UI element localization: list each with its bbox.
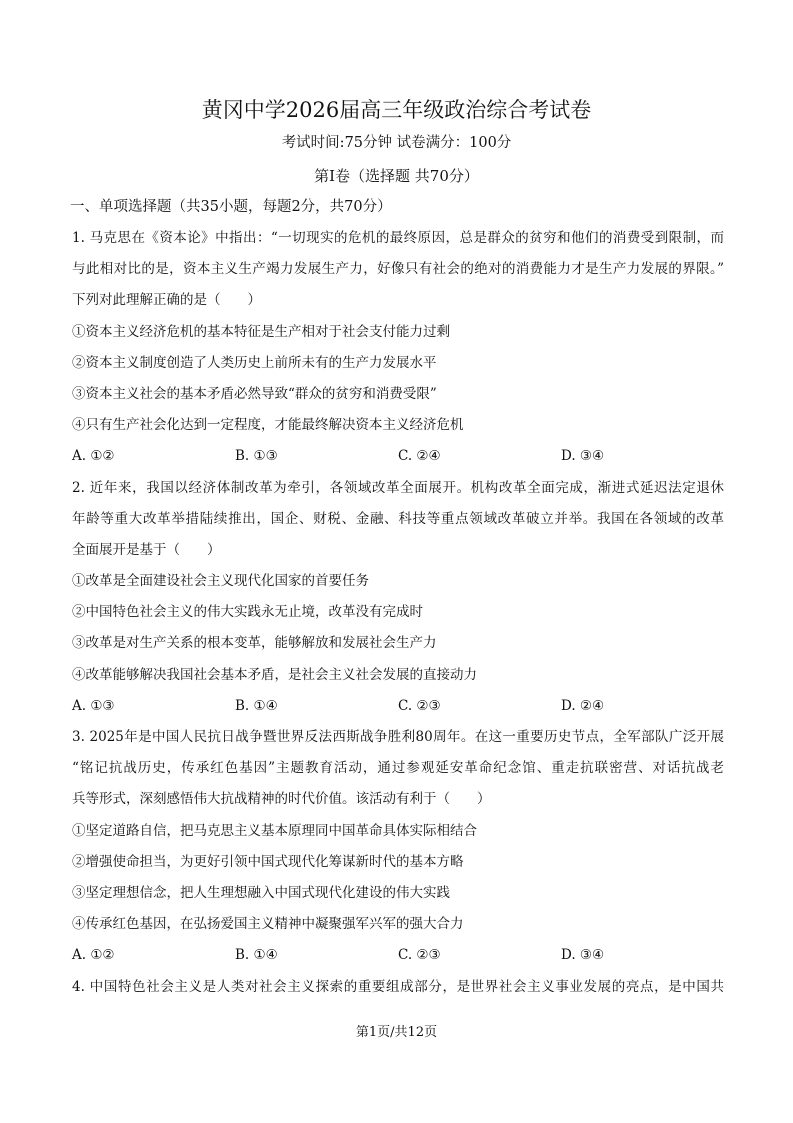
- option-a[interactable]: A. ①③: [72, 697, 115, 714]
- option-c[interactable]: C. ②④: [398, 448, 441, 465]
- statement-item: ③资本主义社会的基本矛盾必然导致“群众的贫穷和消费受限”: [72, 385, 437, 402]
- statement-item: ②资本主义制度创造了人类历史上前所未有的生产力发展水平: [72, 354, 437, 371]
- question-1: [72, 228, 724, 478]
- statement-item: ①改革是全面建设社会主义现代化国家的首要任务: [72, 573, 369, 590]
- option-c[interactable]: C. ②③: [398, 697, 441, 714]
- question-stem-line: “铭记抗战历史，传承红色基因”主题教育活动，通过参观延安革命纪念馆、重走抗联密营、对话抗战老: [72, 760, 724, 777]
- question-stem-line: 下列对此理解正确的是（ ）: [72, 292, 261, 309]
- statement-item: ③坚定理想信念，把人生理想融入中国式现代化建设的伟大实践: [72, 884, 450, 901]
- question-stem-line: 全面展开是基于（ ）: [72, 541, 221, 558]
- answer-options: [72, 446, 724, 477]
- option-b[interactable]: B. ①③: [235, 448, 278, 465]
- option-a[interactable]: A. ①②: [72, 448, 115, 465]
- option-b[interactable]: B. ①④: [235, 947, 278, 964]
- part-heading: 一、单项选择题（共35小题，每题2分，共70分）: [70, 199, 392, 215]
- option-a[interactable]: A. ①②: [72, 947, 115, 964]
- statement-item: ③改革是对生产关系的根本变革，能够解放和发展社会生产力: [72, 635, 437, 652]
- statement-item: ④传承红色基因，在弘扬爱国主义精神中凝聚强军兴军的强大合力: [72, 916, 464, 933]
- question-2: [72, 478, 724, 728]
- section-heading: 第I卷（选择题 共70分）: [314, 167, 479, 185]
- option-d[interactable]: D. ②④: [561, 697, 605, 714]
- option-d[interactable]: D. ③④: [561, 947, 605, 964]
- question-stem-line: 与此相对比的是，资本主义生产竭力发展生产力，好像只有社会的绝对的消费能力才是生产力发展的界限。”: [72, 261, 724, 278]
- question-4: [72, 977, 724, 1008]
- option-b[interactable]: B. ①④: [235, 697, 278, 714]
- question-body: [72, 228, 724, 1008]
- statement-item: ①资本主义经济危机的基本特征是生产相对于社会支付能力过剩: [72, 323, 450, 340]
- page-footer: 第1页/共12页: [355, 1025, 438, 1040]
- question-stem-line: 年龄等重大改革举措陆续推出，国企、财税、金融、科技等重点领域改革破立并举。我国在各领域的改革: [72, 510, 724, 527]
- question-3: [72, 727, 724, 977]
- option-c[interactable]: C. ②③: [398, 947, 441, 964]
- answer-options: [72, 945, 724, 976]
- statement-item: ④只有生产社会化达到一定程度，才能最终解决资本主义经济危机: [72, 417, 464, 434]
- statement-item: ②中国特色社会主义的伟大实践永无止境，改革没有完成时: [72, 604, 423, 621]
- statement-item: ④改革能够解决我国社会基本矛盾，是社会主义社会发展的直接动力: [72, 666, 477, 683]
- statement-item: ①坚定道路自信，把马克思主义基本原理同中国革命具体实际相结合: [72, 822, 477, 839]
- question-stem-line: 2. 近年来，我国以经济体制改革为牵引，各领域改革全面展开。机构改革全面完成，渐进式延迟法定退休: [72, 479, 724, 496]
- statement-item: ②增强使命担当，为更好引领中国式现代化筹谋新时代的基本方略: [72, 853, 464, 870]
- option-d[interactable]: D. ③④: [561, 448, 605, 465]
- answer-options: [72, 696, 724, 727]
- question-stem-line: 兵等形式，深刻感悟伟大抗战精神的时代价值。该活动有利于（ ）: [72, 791, 491, 808]
- question-stem-line: 1. 马克思在《资本论》中指出：“一切现实的危机的最终原因，总是群众的贫穷和他们的消费受到限制，而: [72, 230, 724, 246]
- question-stem-line: 3. 2025年是中国人民抗日战争暨世界反法西斯战争胜利80周年。在这一重要历史节点，全军部队广泛开展: [72, 729, 724, 745]
- question-stem-line: 4. 中国特色社会主义是人类对社会主义探索的重要组成部分，是世界社会主义事业发展的亮点，是中国共: [72, 978, 724, 995]
- exam-title: 黄冈中学2026届高三年级政治综合考试卷: [201, 98, 592, 122]
- exam-info: 考试时间:75分钟 试卷满分：100分: [281, 135, 512, 151]
